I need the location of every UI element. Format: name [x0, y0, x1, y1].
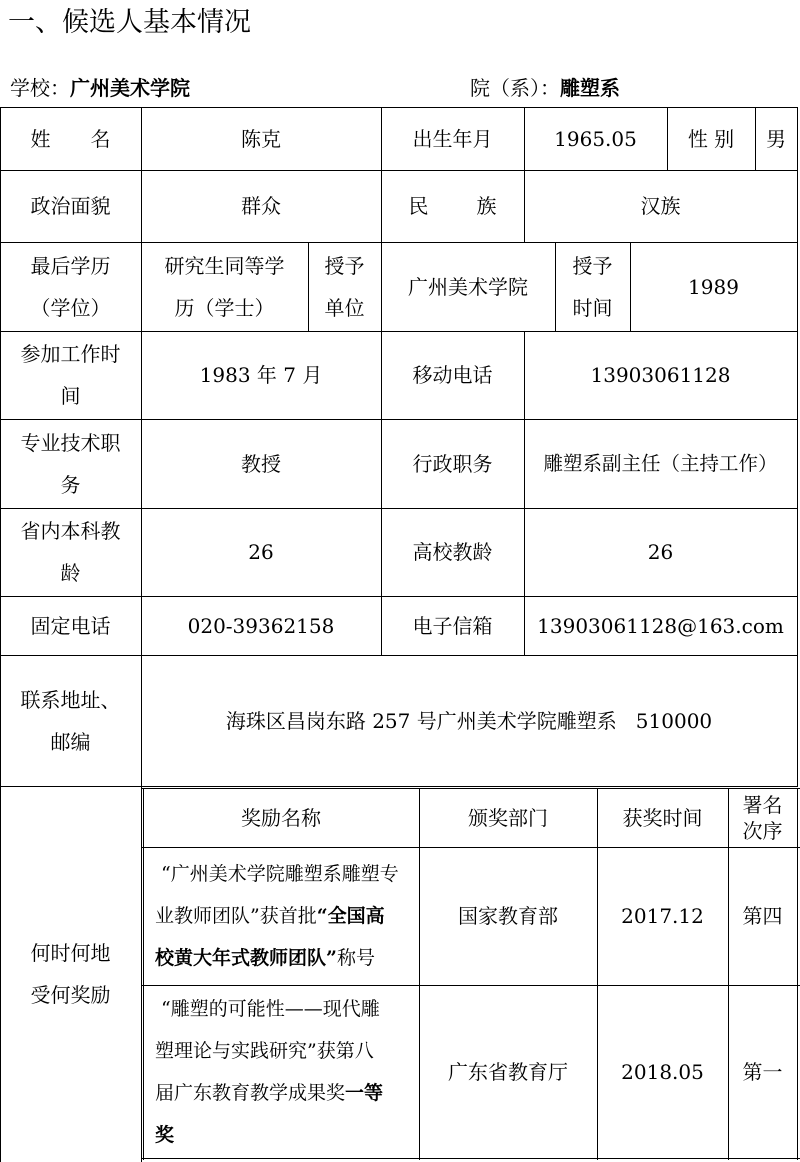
edu-label-1: 最后学历	[30, 253, 111, 278]
political-label: 政治面貌	[30, 194, 111, 218]
award-header-dept: 颁奖部门	[468, 805, 548, 830]
award-2-line4: 奖	[155, 1123, 175, 1146]
award-1-line2a: 业教师团队”获首批	[155, 905, 317, 927]
college-label: 高校教龄	[412, 540, 493, 564]
name-value: 陈克	[241, 126, 281, 151]
dept-value: 雕塑系	[560, 76, 620, 100]
grant-time-value: 1989	[688, 274, 739, 299]
awards-label	[0, 786, 141, 1162]
name-label-b: 名	[90, 126, 111, 151]
ethnic-value: 汉族	[640, 194, 681, 218]
grant-unit-label-2: 单位	[324, 295, 365, 320]
awards-label-2: 受何奖励	[30, 983, 111, 1007]
dept-label: 院（系）：	[470, 76, 560, 100]
award-1-line3b: 称号	[336, 947, 375, 969]
college-value: 26	[647, 540, 674, 564]
grant-unit-value: 广州美术学院	[408, 274, 528, 299]
birth-value: 1965.05	[554, 126, 637, 151]
edu-value-1: 研究生同等学	[164, 253, 285, 278]
work-label	[0, 331, 141, 419]
email-value: 13903061128@163.com	[537, 613, 784, 638]
edu-label-2: （学位）	[30, 295, 111, 320]
title-label-2: 务	[60, 472, 81, 497]
political-value: 群众	[241, 194, 281, 218]
ethnic-label	[381, 170, 524, 242]
teach-label-1: 省内本科教	[20, 519, 121, 543]
teach-label	[0, 508, 141, 596]
award-1-order: 第四	[742, 904, 783, 928]
award-header-order-2: 次序	[742, 818, 783, 843]
gender-value: 男	[766, 126, 786, 151]
school-value: 广州美术学院	[70, 76, 190, 100]
ethnic-label-a: 民	[408, 194, 429, 218]
mobile-label: 移动电话	[412, 363, 493, 387]
teach-label-2: 龄	[60, 561, 81, 585]
award-1-line2b: “全国高	[316, 905, 385, 927]
birth-label: 出生年月	[412, 126, 493, 151]
award-header-order	[728, 788, 797, 847]
gender-label: 性 别	[687, 126, 735, 151]
award-2-order: 第一	[742, 1059, 783, 1084]
email-label: 电子信箱	[412, 613, 493, 638]
teach-value: 26	[248, 540, 274, 564]
edu-value-2: 历（学士）	[174, 295, 275, 320]
grant-time-label-2: 时间	[572, 295, 613, 320]
phone-label: 固定电话	[30, 613, 111, 638]
award-2-line3b: 一等	[345, 1081, 384, 1104]
award-1-line3a: 校黄大年式教师团队”	[155, 947, 337, 969]
admin-value: 雕塑系副主任（主持工作）	[543, 451, 778, 475]
work-label-2: 间	[60, 384, 81, 408]
award-1-line1: “广州美术学院雕塑系雕塑专	[161, 863, 399, 885]
section-title: 一、候选人基本情况	[8, 7, 251, 38]
address-label	[0, 655, 141, 786]
award-2-name	[143, 985, 419, 1158]
award-header-order-1: 署名	[742, 792, 783, 817]
award-2-line3a: 届广东教育教学成果奖	[155, 1081, 346, 1104]
admin-label: 行政职务	[412, 451, 493, 476]
award-header-name: 奖励名称	[241, 805, 321, 830]
phone-value: 020-39362158	[187, 613, 335, 638]
grant-time-label-1: 授予	[572, 253, 613, 278]
name-label	[0, 107, 141, 170]
grant-time-label	[555, 242, 630, 331]
mobile-value: 13903061128	[590, 363, 731, 387]
work-label-1: 参加工作时	[20, 342, 121, 366]
grant-unit-label	[308, 242, 381, 331]
title-label-1: 专业技术职	[20, 430, 121, 455]
award-1-name	[143, 847, 419, 985]
address-label-1: 联系地址、	[20, 687, 121, 712]
award-2-dept: 广东省教育厅	[448, 1059, 568, 1084]
award-header-time: 获奖时间	[622, 805, 703, 830]
award-2-line2: 塑理论与实践研究”获第八	[155, 1039, 374, 1062]
title-label	[0, 419, 141, 508]
dept-field	[470, 72, 620, 101]
edu-value	[141, 242, 308, 331]
address-label-2: 邮编	[50, 729, 91, 754]
work-value: 1983 年 7 月	[199, 363, 323, 387]
title-value: 教授	[241, 451, 281, 476]
grant-unit-label-1: 授予	[324, 253, 365, 278]
award-1-dept: 国家教育部	[458, 904, 558, 928]
address-value: 海珠区昌岗东路 257 号广州美术学院雕塑系 510000	[225, 708, 713, 733]
award-2-time: 2018.05	[621, 1059, 704, 1084]
awards-label-1: 何时何地	[30, 941, 111, 965]
name-label-a: 姓	[30, 126, 51, 151]
award-1-time: 2017.12	[621, 904, 704, 928]
award-2-line1: “雕塑的可能性——现代雕	[161, 997, 380, 1020]
school-label: 学校：	[10, 76, 70, 100]
edu-label	[0, 242, 141, 331]
ethnic-label-b: 族	[476, 194, 497, 218]
school-field	[10, 72, 190, 101]
